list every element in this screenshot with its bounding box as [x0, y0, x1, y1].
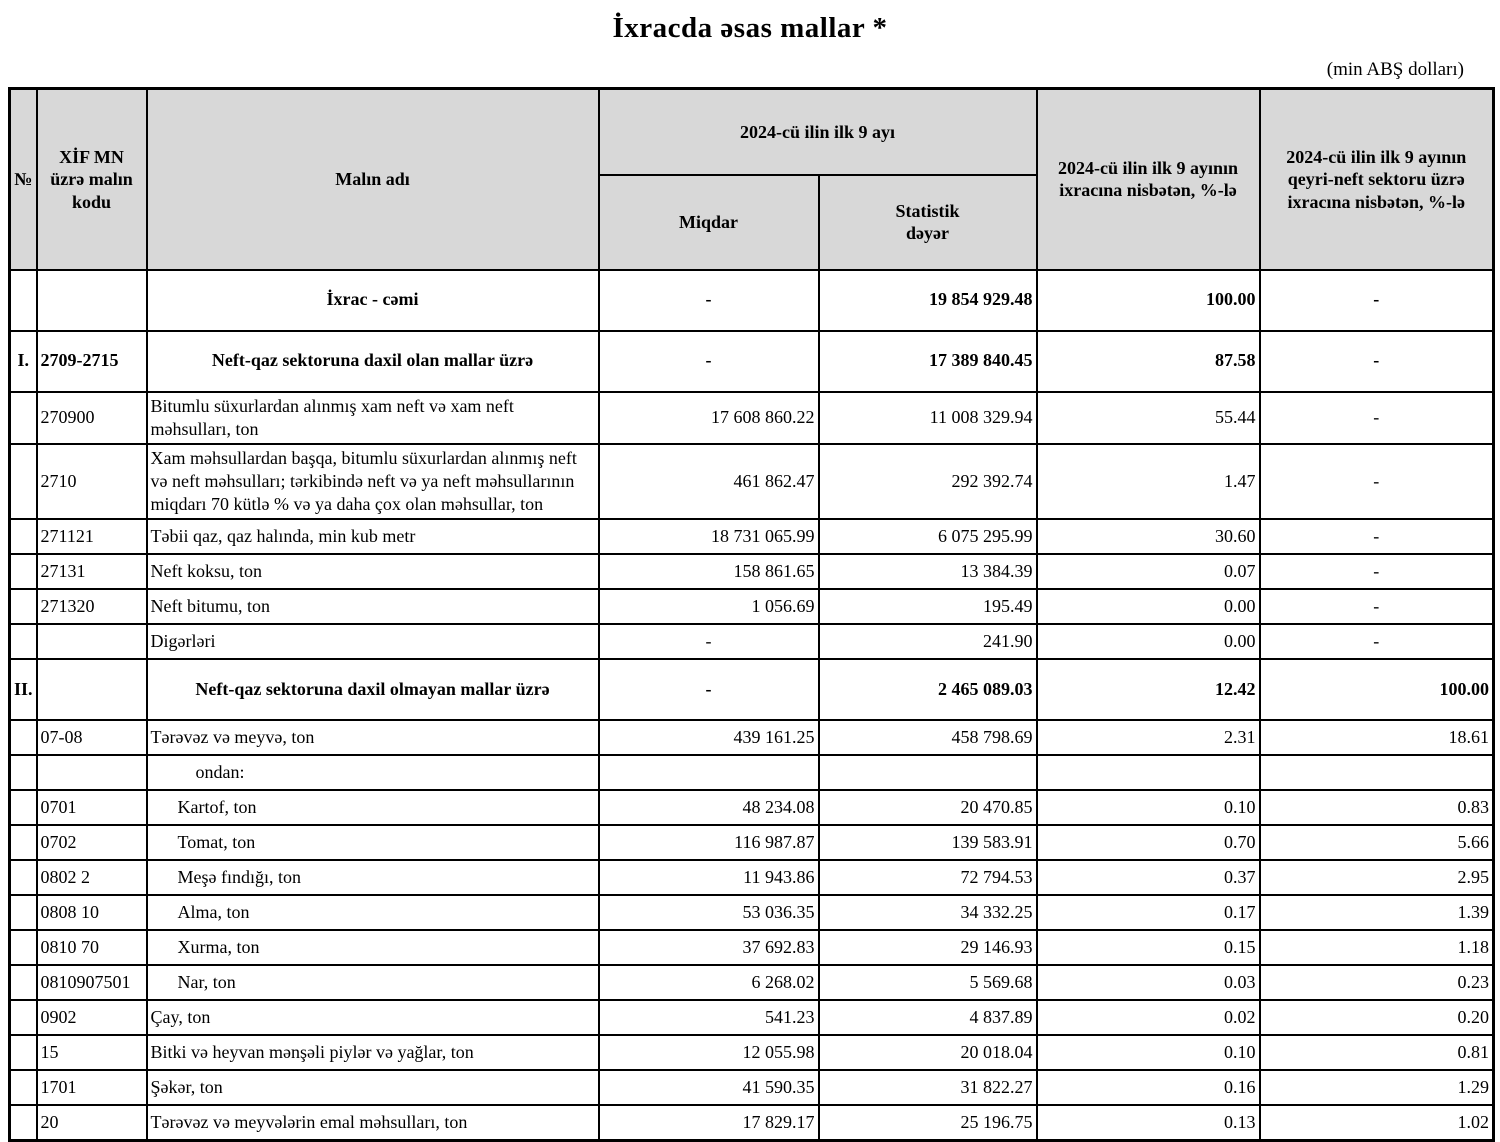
cell-stat-value: 13 384.39 [819, 554, 1037, 589]
cell-code: 15 [37, 1035, 147, 1070]
header-name: Malın adı [147, 89, 599, 270]
table-body [10, 270, 1494, 1141]
cell-name: Kartof, ton [147, 790, 599, 825]
cell-name: Şəkər, ton [147, 1070, 599, 1105]
cell-name: Nar, ton [147, 965, 599, 1000]
cell-pct-nonoil: 2.95 [1260, 860, 1494, 895]
cell-name: Neft-qaz sektoruna daxil olan mallar üzrə [147, 331, 599, 392]
cell-stat-value: 6 075 295.99 [819, 519, 1037, 554]
table-row [10, 965, 1494, 1000]
cell-stat-value: 139 583.91 [819, 825, 1037, 860]
cell-code: 0702 [37, 825, 147, 860]
cell-code: 07-08 [37, 720, 147, 755]
cell-code: 20 [37, 1105, 147, 1141]
cell-quantity: 12 055.98 [599, 1035, 819, 1070]
cell-no [10, 755, 37, 790]
cell-pct-total: 55.44 [1037, 392, 1260, 444]
cell-pct-total: 0.10 [1037, 1035, 1260, 1070]
table-row [10, 895, 1494, 930]
cell-code: 271121 [37, 519, 147, 554]
table-row [10, 930, 1494, 965]
cell-pct-nonoil: 1.18 [1260, 930, 1494, 965]
cell-quantity: 41 590.35 [599, 1070, 819, 1105]
cell-pct-total: 87.58 [1037, 331, 1260, 392]
cell-quantity: 1 056.69 [599, 589, 819, 624]
table-row [10, 755, 1494, 790]
header-code: XİF MN üzrə malın kodu [37, 89, 147, 270]
cell-no [10, 589, 37, 624]
header-pct-nonoil: 2024-cü ilin ilk 9 ayının qeyri-neft sektoru üzrə ixracına nisbətən, %-lə [1260, 89, 1494, 270]
table-row [10, 589, 1494, 624]
cell-stat-value: 17 389 840.45 [819, 331, 1037, 392]
cell-pct-total: 0.13 [1037, 1105, 1260, 1141]
cell-pct-nonoil: - [1260, 392, 1494, 444]
cell-name: Tərəvəz və meyvələrin emal məhsulları, ton [147, 1105, 599, 1141]
cell-pct-nonoil: - [1260, 624, 1494, 659]
cell-pct-nonoil [1260, 755, 1494, 790]
cell-quantity: 439 161.25 [599, 720, 819, 755]
cell-name: Neft bitumu, ton [147, 589, 599, 624]
cell-code: 2709-2715 [37, 331, 147, 392]
cell-no [10, 624, 37, 659]
cell-pct-nonoil: 1.29 [1260, 1070, 1494, 1105]
cell-pct-nonoil: 0.23 [1260, 965, 1494, 1000]
cell-stat-value: 29 146.93 [819, 930, 1037, 965]
cell-quantity: - [599, 624, 819, 659]
cell-code: 0902 [37, 1000, 147, 1035]
cell-no [10, 860, 37, 895]
cell-code: 0808 10 [37, 895, 147, 930]
cell-pct-nonoil: - [1260, 554, 1494, 589]
header-quantity: Miqdar [599, 175, 819, 270]
cell-stat-value: 4 837.89 [819, 1000, 1037, 1035]
cell-pct-total [1037, 755, 1260, 790]
cell-pct-total: 0.17 [1037, 895, 1260, 930]
cell-name: Bitki və heyvan mənşəli piylər və yağlar, ton [147, 1035, 599, 1070]
cell-code: 271320 [37, 589, 147, 624]
cell-quantity: 461 862.47 [599, 444, 819, 519]
cell-name: Xam məhsullardan başqa, bitumlu süxurlardan alınmış neft və neft məhsulları; tərkibində neft və ya neft məhsullarının miqdarı 70 kütlə % və ya daha çox olan məhsullar, ton [147, 444, 599, 519]
cell-pct-total: 0.00 [1037, 589, 1260, 624]
cell-no [10, 895, 37, 930]
cell-pct-total: 0.37 [1037, 860, 1260, 895]
cell-stat-value [819, 755, 1037, 790]
cell-code: 2710 [37, 444, 147, 519]
cell-name: Tomat, ton [147, 825, 599, 860]
cell-pct-total: 100.00 [1037, 270, 1260, 331]
cell-no [10, 790, 37, 825]
cell-pct-nonoil: 1.39 [1260, 895, 1494, 930]
cell-quantity: 48 234.08 [599, 790, 819, 825]
cell-code: 0810 70 [37, 930, 147, 965]
cell-pct-total: 0.10 [1037, 790, 1260, 825]
cell-code: 0802 2 [37, 860, 147, 895]
cell-no [10, 965, 37, 1000]
table-row [10, 519, 1494, 554]
cell-pct-nonoil: - [1260, 519, 1494, 554]
cell-name: ondan: [147, 755, 599, 790]
cell-pct-total: 2.31 [1037, 720, 1260, 755]
cell-pct-total: 0.00 [1037, 624, 1260, 659]
cell-quantity: 116 987.87 [599, 825, 819, 860]
cell-name: Neft koksu, ton [147, 554, 599, 589]
cell-pct-total: 0.70 [1037, 825, 1260, 860]
cell-code: 270900 [37, 392, 147, 444]
page-title: İxracda əsas mallar * [612, 12, 888, 44]
cell-stat-value: 292 392.74 [819, 444, 1037, 519]
cell-quantity: 53 036.35 [599, 895, 819, 930]
cell-no [10, 392, 37, 444]
cell-quantity: 11 943.86 [599, 860, 819, 895]
cell-name: Çay, ton [147, 1000, 599, 1035]
header-pct-total: 2024-cü ilin ilk 9 ayının ixracına nisbətən, %-lə [1037, 89, 1260, 270]
cell-quantity: 541.23 [599, 1000, 819, 1035]
cell-pct-nonoil: 0.20 [1260, 1000, 1494, 1035]
cell-no [10, 1105, 37, 1141]
cell-pct-total: 0.15 [1037, 930, 1260, 965]
cell-stat-value: 11 008 329.94 [819, 392, 1037, 444]
cell-name: Bitumlu süxurlardan alınmış xam neft və xam neft məhsulları, ton [147, 392, 599, 444]
cell-stat-value: 72 794.53 [819, 860, 1037, 895]
cell-quantity: 158 861.65 [599, 554, 819, 589]
header-no: № [10, 89, 37, 270]
table-header [10, 89, 1494, 270]
cell-name: Neft-qaz sektoruna daxil olmayan mallar üzrə [147, 659, 599, 720]
cell-no [10, 444, 37, 519]
cell-stat-value: 19 854 929.48 [819, 270, 1037, 331]
cell-no [10, 720, 37, 755]
table-row [10, 1070, 1494, 1105]
cell-code: 27131 [37, 554, 147, 589]
cell-name: İxrac - cəmi [147, 270, 599, 331]
table-row [10, 331, 1494, 392]
cell-quantity: - [599, 331, 819, 392]
cell-quantity [599, 755, 819, 790]
cell-pct-nonoil: - [1260, 331, 1494, 392]
table-row [10, 860, 1494, 895]
cell-name: Təbii qaz, qaz halında, min kub metr [147, 519, 599, 554]
cell-quantity: 18 731 065.99 [599, 519, 819, 554]
cell-stat-value: 25 196.75 [819, 1105, 1037, 1141]
cell-stat-value: 195.49 [819, 589, 1037, 624]
cell-no [10, 270, 37, 331]
cell-code: 0701 [37, 790, 147, 825]
cell-no [10, 554, 37, 589]
cell-quantity: 6 268.02 [599, 965, 819, 1000]
header-period-group: 2024-cü ilin ilk 9 ayı [599, 89, 1037, 175]
cell-quantity: 17 829.17 [599, 1105, 819, 1141]
cell-pct-nonoil: - [1260, 444, 1494, 519]
table-row [10, 1000, 1494, 1035]
cell-pct-total: 1.47 [1037, 444, 1260, 519]
cell-code [37, 755, 147, 790]
table-row [10, 790, 1494, 825]
table-row [10, 554, 1494, 589]
table-row [10, 1035, 1494, 1070]
cell-pct-nonoil: - [1260, 270, 1494, 331]
cell-pct-total: 0.07 [1037, 554, 1260, 589]
cell-pct-nonoil: 0.83 [1260, 790, 1494, 825]
cell-stat-value: 31 822.27 [819, 1070, 1037, 1105]
cell-name: Digərləri [147, 624, 599, 659]
cell-no [10, 1035, 37, 1070]
cell-name: Tərəvəz və meyvə, ton [147, 720, 599, 755]
cell-pct-nonoil: - [1260, 589, 1494, 624]
cell-name: Meşə fındığı, ton [147, 860, 599, 895]
table-row [10, 825, 1494, 860]
cell-code: 0810907501 [37, 965, 147, 1000]
cell-quantity: 37 692.83 [599, 930, 819, 965]
unit-note: (min ABŞ dolları) [1326, 59, 1464, 80]
cell-pct-total: 0.02 [1037, 1000, 1260, 1035]
cell-no: II. [10, 659, 37, 720]
cell-no: I. [10, 331, 37, 392]
table-row [10, 392, 1494, 444]
cell-stat-value: 20 018.04 [819, 1035, 1037, 1070]
cell-code [37, 624, 147, 659]
cell-pct-nonoil: 100.00 [1260, 659, 1494, 720]
cell-pct-total: 0.16 [1037, 1070, 1260, 1105]
cell-pct-total: 0.03 [1037, 965, 1260, 1000]
cell-stat-value: 2 465 089.03 [819, 659, 1037, 720]
cell-stat-value: 458 798.69 [819, 720, 1037, 755]
cell-stat-value: 241.90 [819, 624, 1037, 659]
cell-pct-nonoil: 18.61 [1260, 720, 1494, 755]
table-row [10, 720, 1494, 755]
table-row [10, 659, 1494, 720]
cell-name: Alma, ton [147, 895, 599, 930]
cell-stat-value: 20 470.85 [819, 790, 1037, 825]
cell-pct-nonoil: 1.02 [1260, 1105, 1494, 1141]
cell-pct-nonoil: 0.81 [1260, 1035, 1494, 1070]
table-row [10, 1105, 1494, 1141]
table-row [10, 270, 1494, 331]
cell-code: 1701 [37, 1070, 147, 1105]
header-stat-value [819, 175, 1037, 270]
cell-no [10, 825, 37, 860]
cell-no [10, 1000, 37, 1035]
cell-pct-total: 12.42 [1037, 659, 1260, 720]
cell-stat-value: 34 332.25 [819, 895, 1037, 930]
cell-pct-nonoil: 5.66 [1260, 825, 1494, 860]
header-stat-value-text: Statistik dəyər [895, 200, 960, 243]
cell-no [10, 930, 37, 965]
table-row [10, 444, 1494, 519]
cell-pct-total: 30.60 [1037, 519, 1260, 554]
cell-no [10, 519, 37, 554]
cell-stat-value: 5 569.68 [819, 965, 1037, 1000]
cell-quantity: 17 608 860.22 [599, 392, 819, 444]
cell-code [37, 270, 147, 331]
cell-name: Xurma, ton [147, 930, 599, 965]
cell-code [37, 659, 147, 720]
cell-quantity: - [599, 659, 819, 720]
table-row [10, 624, 1494, 659]
cell-no [10, 1070, 37, 1105]
cell-quantity: - [599, 270, 819, 331]
export-goods-table [8, 87, 1495, 1142]
